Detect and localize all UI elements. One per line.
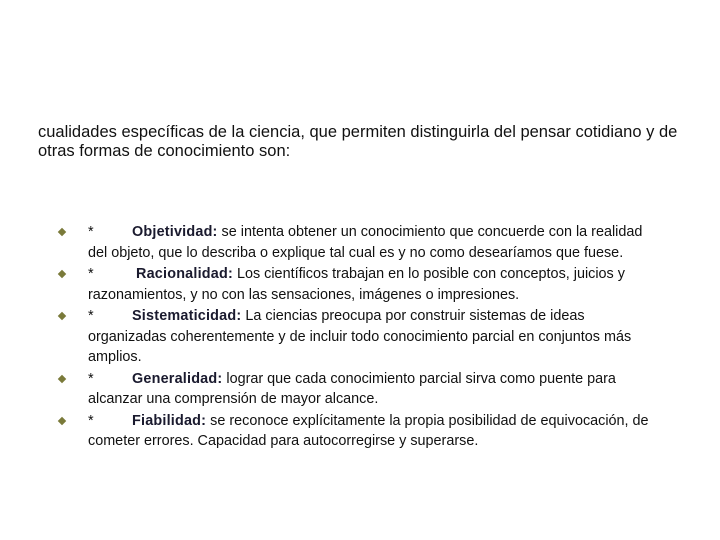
diamond-bullet-icon [58, 270, 66, 278]
list-item-objetividad [62, 222, 662, 263]
qualities-list [62, 222, 662, 453]
asterisk: * [88, 412, 94, 429]
list-item-racionalidad [62, 264, 662, 305]
intro-text: cualidades específicas de la ciencia, que permiten distinguirla del pensar cotidiano y de otras formas de conocimiento son: [38, 123, 678, 160]
list-item-sistematicidad [62, 306, 662, 368]
description-fiabilidad: se reconoce explícitamente la propia posibilidad de equivocación, de cometer errores. Capacidad para autocorregirse y superarse. [88, 412, 649, 450]
asterisk: * [88, 370, 94, 387]
term-fiabilidad: Fiabilidad: [132, 412, 207, 429]
asterisk: * [88, 308, 94, 324]
list-item-generalidad [62, 369, 662, 410]
term-generalidad: Generalidad: [132, 370, 223, 387]
term-racionalidad: Racionalidad: [136, 266, 233, 282]
diamond-bullet-icon [58, 416, 66, 424]
asterisk: * [88, 224, 94, 240]
term-objetividad: Objetividad: [132, 224, 218, 240]
term-sistematicidad: Sistematicidad: [132, 308, 242, 324]
diamond-bullet-icon [58, 312, 66, 320]
list-item-fiabilidad [62, 411, 662, 452]
diamond-bullet-icon [58, 228, 66, 236]
asterisk: * [88, 266, 94, 282]
description-racionalidad: Los científicos trabajan en lo posible con conceptos, juicios y razonamientos, y no con las sensaciones, imágenes o impresiones. [88, 266, 625, 303]
diamond-bullet-icon [58, 374, 66, 382]
description-objetividad: se intenta obtener un conocimiento que concuerde con la realidad del objeto, que lo describa o explique tal cual es y no como desearíamos que fuese. [88, 224, 643, 261]
description-sistematicidad: La ciencias preocupa por construir sistemas de ideas organizadas coherentemente y de incluir todo conocimiento parcial en conjuntos más amplios. [88, 308, 632, 366]
description-generalidad: lograr que cada conocimiento parcial sirva como puente para alcanzar una comprensión de mayor alcance. [88, 370, 616, 408]
